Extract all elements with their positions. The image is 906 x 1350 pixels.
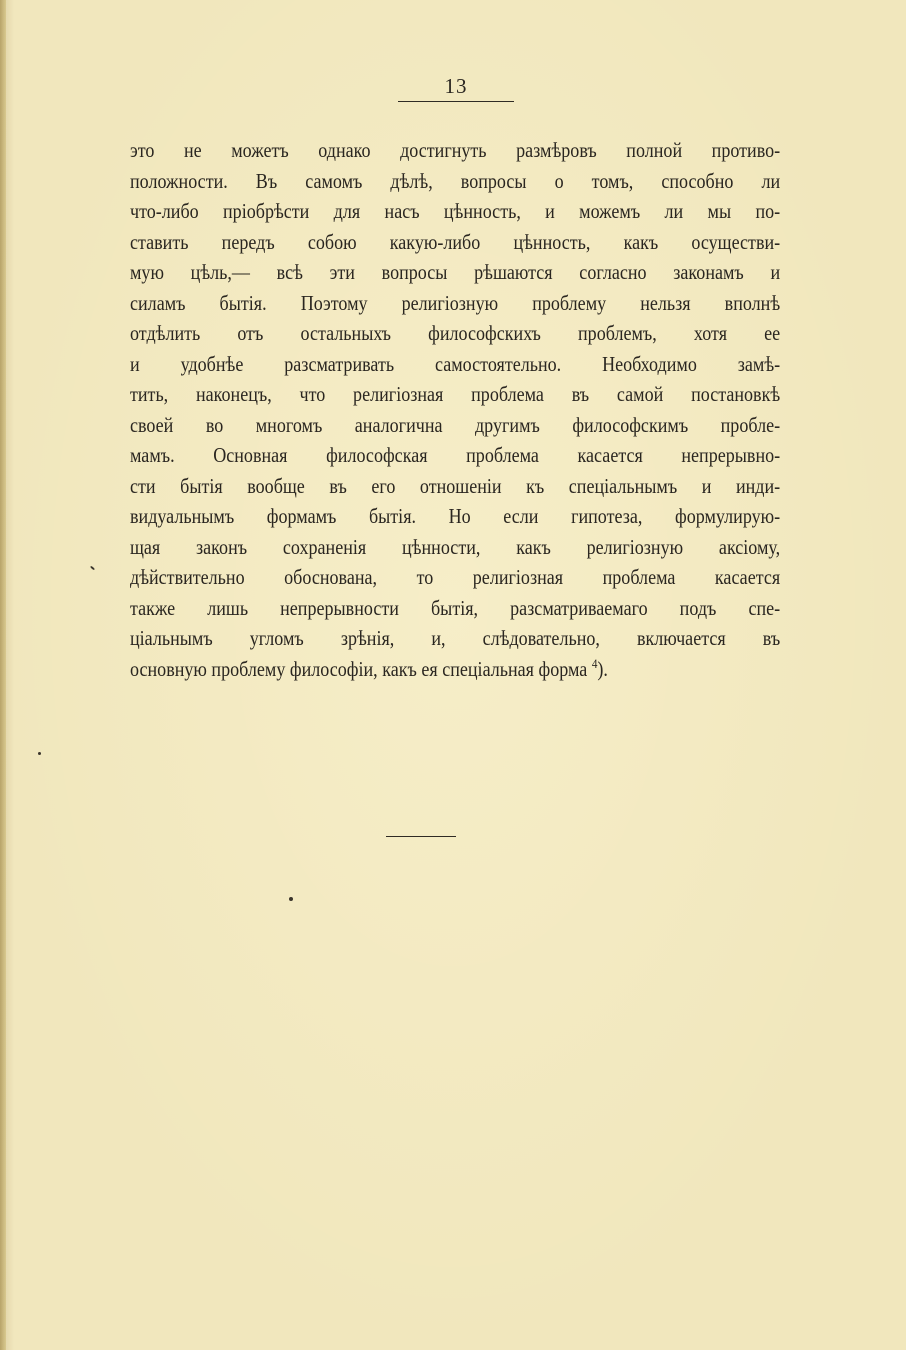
paper-speck — [90, 566, 95, 571]
header-rule — [398, 101, 514, 102]
text-line: мамъ. Основная философская проблема касается непрерывно- — [130, 443, 781, 467]
text-line: и удобнѣе разсматривать самостоятельно. Необходимо замѣ- — [130, 351, 781, 376]
text-line-last — [130, 654, 780, 685]
page-binding-edge — [0, 0, 6, 1350]
page-number: 13 — [444, 74, 468, 98]
page-header — [398, 74, 514, 98]
text-line: положности. Въ самомъ дѣлѣ, вопросы о томъ, способно ли — [130, 168, 781, 193]
text-line: что-либо пріобрѣсти для насъ цѣнность, и можемъ ли мы по- — [130, 199, 781, 223]
section-end-rule — [386, 836, 456, 837]
paper-speck — [38, 752, 41, 755]
text-line: ставить передъ собою какую-либо цѣнность, какъ осуществи- — [130, 229, 781, 254]
text-line: дѣйствительно обоснована, то религіозная проблема касается — [130, 565, 781, 589]
text-line: силамъ бытія. Поэтому религіозную проблему нельзя вполнѣ — [130, 290, 781, 315]
text-line: ціальнымъ угломъ зрѣнія, и, слѣдовательно, включается въ — [130, 626, 781, 650]
text-line: отдѣлить отъ остальныхъ философскихъ проблемъ, хотя ее — [130, 321, 781, 345]
text-line: своей во многомъ аналогична другимъ философскимъ пробле- — [130, 412, 781, 437]
text-line: также лишь непрерывности бытія, разсматриваемаго подъ спе- — [130, 595, 781, 620]
last-line-closing: ). — [597, 656, 608, 681]
text-line: тить, наконецъ, что религіозная проблема въ самой постановкѣ — [130, 382, 781, 406]
body-text — [130, 135, 780, 684]
footnote-reference[interactable]: 4 — [591, 655, 598, 671]
text-line: это не можетъ однако достигнуть размѣровъ полной противо- — [130, 138, 781, 162]
text-line: щая законъ сохраненія цѣнности, какъ религіозную аксіому, — [130, 534, 781, 559]
text-line: видуальнымъ формамъ бытія. Но если гипотеза, формулирую- — [130, 504, 781, 528]
paper-speck — [289, 897, 293, 901]
last-line-text: основную проблему философіи, какъ ея спеціальная форма — [130, 656, 588, 681]
text-line: мую цѣль,— всѣ эти вопросы рѣшаются согласно законамъ и — [130, 260, 781, 284]
text-line: сти бытія вообще въ его отношеніи къ спеціальнымъ и инди- — [130, 473, 781, 498]
